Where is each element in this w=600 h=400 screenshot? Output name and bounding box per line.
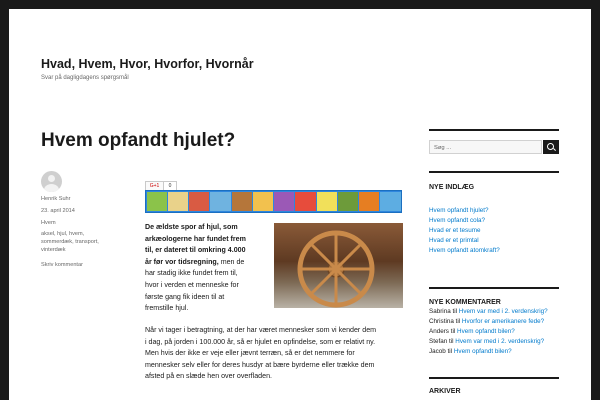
search-button[interactable] — [543, 140, 559, 154]
post-date[interactable]: 23. april 2014 — [41, 208, 75, 214]
author-avatar — [41, 171, 62, 192]
recent-comment-item — [429, 327, 548, 337]
widget-divider — [429, 287, 559, 289]
post-paragraph — [145, 325, 403, 383]
page — [9, 9, 591, 400]
paragraph-line: mennesker selv eller for deres husdyr at bære byrderne eller trække dem — [145, 360, 375, 369]
author-name[interactable]: Henrik Suhr — [41, 196, 71, 202]
comment-author: Sabrina — [429, 308, 451, 315]
intro-line: hvor i verden et menneske for — [145, 280, 239, 289]
widget-divider — [429, 129, 559, 131]
recent-post-link[interactable]: Hvem opfandt cola? — [429, 217, 486, 224]
wheel-image — [274, 223, 403, 308]
post-category[interactable]: Hvem — [41, 220, 56, 226]
recent-post-item — [429, 216, 500, 226]
recent-post-link[interactable]: Hvad er et primtal — [429, 237, 479, 244]
comment-author: Jacob — [429, 348, 446, 355]
tags-line: vinterdæk — [41, 247, 66, 254]
intro-line-rest: men de — [218, 257, 245, 266]
recent-post-link[interactable]: Hvem opfandt atomkraft? — [429, 247, 500, 254]
comment-on: til — [448, 338, 454, 345]
comment-post-link[interactable]: Hvem var med i 2. verdenskrig? — [455, 338, 545, 345]
comment-author: Anders — [429, 328, 449, 335]
intro-line: første gang fik ideen til at — [145, 292, 225, 301]
comment-post-link[interactable]: Hvem opfandt bilen? — [457, 328, 515, 335]
recent-post-item — [429, 206, 500, 216]
recent-post-item — [429, 226, 500, 236]
ad-banner[interactable] — [145, 190, 402, 213]
comment-on: til — [455, 318, 461, 325]
site-description: Svar på dagligdagens spørgsmål — [41, 75, 129, 81]
post-title[interactable]: Hvem opfandt hjulet? — [41, 130, 236, 151]
recent-posts-title: NYE INDLÆG — [429, 184, 475, 191]
widget-divider — [429, 171, 559, 173]
recent-post-link[interactable]: Hvem opfandt hjulet? — [429, 207, 489, 214]
intro-line: De ældste spor af hjul, som — [145, 223, 238, 231]
intro-line — [145, 257, 269, 269]
post-tags[interactable] — [41, 230, 99, 254]
paragraph-line: i dag, på jorden i 100.000 år, så er hjulet en opfindelse, som er relativt ny. — [145, 337, 376, 346]
tags-line: sommerdæk, transport, — [41, 239, 99, 246]
recent-post-link[interactable]: Hvad er et tesume — [429, 227, 481, 234]
recent-post-item — [429, 236, 500, 246]
comment-on: til — [452, 308, 458, 315]
comment-author: Stefan — [429, 338, 448, 345]
recent-comment-item — [429, 317, 548, 327]
recent-posts-list — [429, 206, 500, 256]
intro-line: har stadig ikke fundet frem til, — [145, 269, 238, 278]
comment-on: til — [447, 348, 453, 355]
site-title[interactable]: Hvad, Hvem, Hvor, Hvorfor, Hvornår — [41, 57, 254, 71]
recent-comments-list — [429, 307, 548, 357]
recent-comment-item — [429, 347, 548, 357]
share-bar — [145, 181, 401, 190]
archives-title: ARKIVER — [429, 388, 461, 395]
search-input[interactable]: Søg ... — [429, 140, 542, 154]
comment-post-link[interactable]: Hvorfor er amerikanere fede? — [461, 318, 545, 325]
comment-author: Christina — [429, 318, 454, 325]
comment-link[interactable]: Skriv kommentar — [41, 262, 83, 268]
comment-post-link[interactable]: Hvem opfandt bilen? — [453, 348, 512, 355]
tags-line: aksel, hjul, hvem, — [41, 231, 85, 237]
intro-line: arkæologerne har fundet frem — [145, 234, 246, 243]
widget-divider — [429, 377, 559, 379]
comment-on: til — [450, 328, 456, 335]
recent-post-item — [429, 246, 500, 256]
intro-line: til, er dateret til omkring 4.000 — [145, 246, 246, 255]
intro-line-bold: år før vor tidsregning, — [145, 257, 219, 266]
paragraph-line: Når vi tager i betragtning, at der har været mennesker som vi kender dem — [145, 326, 377, 334]
recent-comments-title: NYE KOMMENTARER — [429, 299, 501, 306]
post-intro — [145, 222, 269, 315]
paragraph-line: afsted på en slæde hen over overfladen. — [145, 372, 272, 381]
recent-comment-item — [429, 307, 548, 317]
intro-line: fremstille hjul. — [145, 304, 189, 313]
wagon-wheel-icon — [300, 233, 372, 305]
comment-post-link[interactable]: Hvem var med i 2. verdenskrig? — [458, 308, 548, 315]
recent-comment-item — [429, 337, 548, 347]
google-plus-button[interactable]: G+1 — [145, 181, 164, 191]
paragraph-line: Men hvis der ikke er veje eller jævnt terræn, så er det nemmere for — [145, 349, 355, 358]
share-count: 0 — [163, 181, 177, 191]
